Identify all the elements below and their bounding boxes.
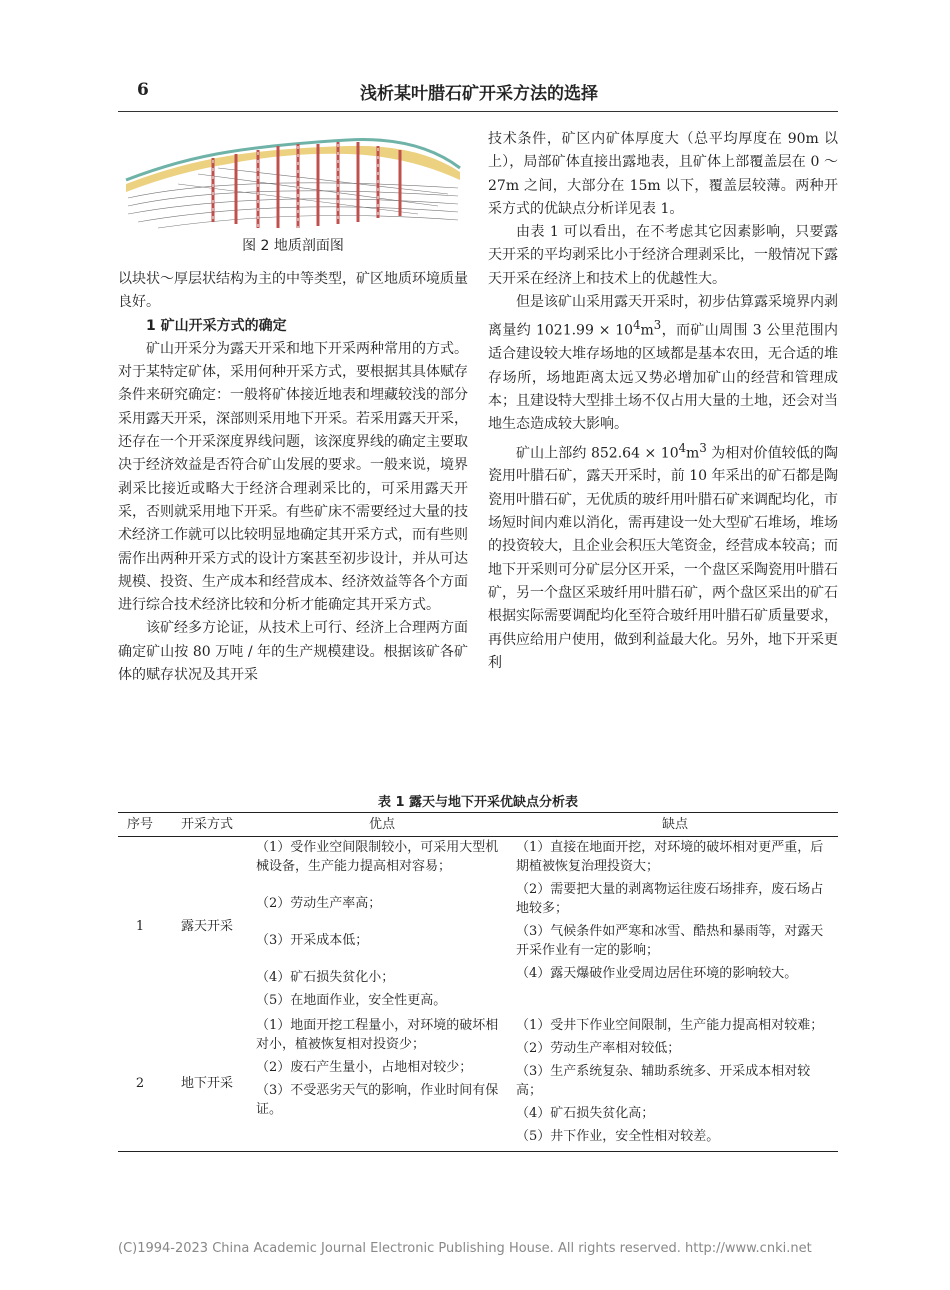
pro-item: （5）在地面作业，安全性更高。 [256, 993, 447, 1008]
mining-method: 地下开采 [162, 1015, 252, 1152]
paragraph: 以块状～厚层状结构为主的中等类型，矿区地质环境质量良好。 [118, 271, 468, 311]
con-item: （4）矿石损失贫化高； [516, 1106, 655, 1121]
table-header-row [118, 813, 838, 837]
cons-cell [512, 837, 838, 1016]
paragraph: 该矿经多方论证，从技术上可行、经济上合理两方面确定矿山按 80 万吨 / 年的生产规模建设。根据该矿各矿体的赋存状况及其开采 [118, 620, 468, 684]
pro-item: （4）矿石损失贫化小； [256, 970, 395, 985]
figure-caption: 图 2 地质剖面图 [242, 238, 344, 254]
page-number: 6 [137, 80, 149, 100]
con-item: （3）气候条件如严寒和冰雪、酷热和暴雨等，对露天开采作业有一定的影响； [516, 924, 824, 958]
pros-cell [252, 1015, 512, 1152]
paragraph: 由表 1 可以看出，在不考虑其它因素影响，只要露天开采的平均剥采比小于经济合理剥采比，一般情况下露天开采在经济上和技术上的优越性大。 [488, 224, 838, 287]
table-row [118, 1015, 838, 1152]
running-title: 浅析某叶腊石矿开采方法的选择 [360, 84, 598, 104]
pro-item: （3）开采成本低； [256, 933, 369, 948]
section-heading: 1 矿山开采方式的确定 [146, 317, 287, 334]
table-caption: 表 1 露天与地下开采优缺点分析表 [377, 795, 579, 810]
con-item: （3）生产系统复杂、辅助系统多、开采成本相对较高； [516, 1064, 811, 1098]
con-item: （1）直接在地面开挖，对环境的破坏相对更严重，后期植被恢复治理投资大； [516, 840, 824, 874]
header-cell: 序号 [118, 813, 162, 837]
paragraph: 技术条件，矿区内矿体厚度大（总平均厚度在 90m 以上），局部矿体直接出露地表，且矿体上部覆盖层在 0 ～ 27m 之间，大部分在 15m 以下，覆盖层较薄。两种开采方式的优缺点分析详见表 1。 [488, 131, 838, 217]
con-item: （2）劳动生产率相对较低； [516, 1041, 681, 1056]
pro-item: （3）不受恶劣天气的影响，作业时间有保证。 [256, 1083, 499, 1117]
header-cell: 优点 [252, 813, 512, 837]
pro-item: （2）劳动生产率高； [256, 896, 382, 911]
row-number: 2 [118, 1015, 162, 1152]
con-item: （5）井下作业，安全性相对较差。 [516, 1129, 720, 1144]
pros-cell [252, 837, 512, 1016]
comparison-table [118, 812, 838, 1152]
header-rule [118, 111, 838, 112]
left-column [118, 268, 468, 687]
row-number: 1 [135, 918, 145, 934]
con-item: （4）露天爆破作业受周边居住环境的影响较大。 [516, 966, 798, 981]
cons-cell [512, 1015, 838, 1152]
pro-item: （1）地面开挖工程量小，对环境的破坏相对小，植被恢复相对投资少； [256, 1018, 499, 1052]
paragraph: 但是该矿山采用露天开采时，初步估算露采境界内剥离量约 $1021.99 \times 10^4m^3$，而矿山周围 3 公里范围内适合建设较大堆存场地的区域都是基本农田，无合适的堆存场所，场地距离太远又势必增加矿山的经营和管理成本；且建设特大型排土场不仅占用大量的土地，还会对当地生态造成较大影响。 [488, 294, 838, 433]
header-cell: 缺点 [512, 813, 838, 837]
paragraph: 矿山上部约 $852.64 \times 10^4m^3$ 为相对价值较低的陶瓷用叶腊石矿，露天开采时，前 10 年采出的矿石都是陶瓷用叶腊石矿，无优质的玻纤用叶腊石矿来调配均化，市场短时间内难以消化，需再建设一处大型矿石堆场，堆场的投资较大，且企业会积压大笔资金，经营成本较高；而地下开采则可分矿层分区开采，一个盘区采陶瓷用叶腊石矿，另一个盘区采玻纤用叶腊石矿，两个盘区采出的矿石根据实际需要调配均化至符合玻纤用叶腊石矿质量要求，再供应给用户使用，做到利益最大化。另外，地下开采更利 [488, 440, 838, 671]
header-cell: 开采方式 [162, 813, 252, 837]
copyright-footer: (C)1994-2023 China Academic Journal Electronic Publishing House. All rights reserved. http://www.cnki.net [118, 1241, 812, 1256]
geologic-section-figure [118, 124, 468, 236]
con-item: （1）受井下作业空间限制，生产能力提高相对较难； [516, 1018, 824, 1033]
mining-method: 露天开采 [180, 918, 233, 934]
paragraph: 矿山开采分为露天开采和地下开采两种常用的方式。对于某特定矿体，采用何种开采方式，要根据其具体赋存条件来研究确定：一般将矿体接近地表和埋藏较浅的部分采用露天开采，深部则采用地下开采。若采用露天开采，还存在一个开采深度界线问题，该深度界线的确定主要取决于经济效益是否符合矿山发展的要求。一般来说，境界剥采比接近或略大于经济合理剥采比的，可采用露天开采，否则就采用地下开采。有些矿床不需要经过大量的技术经济工作就可以比较明显地确定其开采方式，而有些则需作出两种开采方式的设计方案甚至初步设计，并从可达规模、投资、生产成本和经营成本、经济效益等各个方面进行综合技术经济比较和分析才能确定其开采方式。 [118, 340, 468, 614]
pro-item: （2）废石产生量小，占地相对较少； [256, 1060, 473, 1075]
right-column [488, 128, 838, 675]
pro-item: （1）受作业空间限制较小，可采用大型机械设备，生产能力提高相对容易； [256, 840, 499, 874]
table-row [118, 837, 838, 1016]
con-item: （2）需要把大量的剥离物运往废石场排弃，废石场占地较多； [516, 882, 824, 916]
